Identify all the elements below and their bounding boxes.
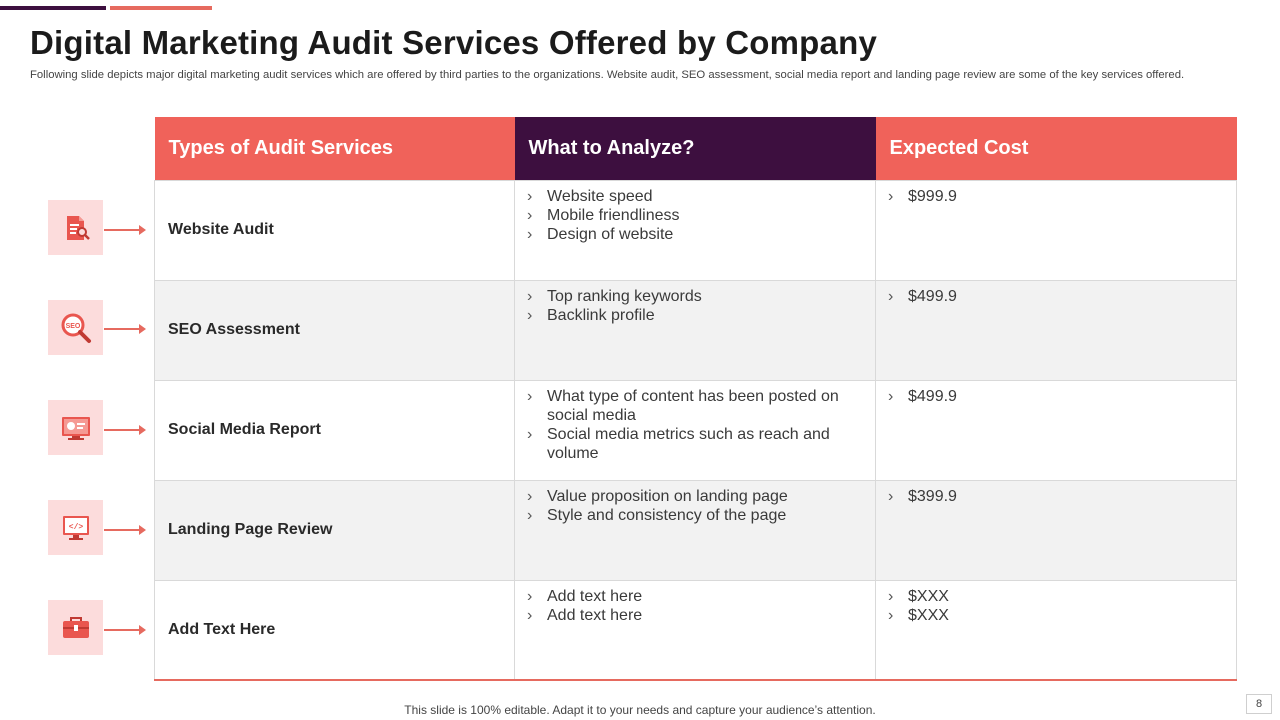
analyze-cell [515,480,876,580]
list-item: › Website speed [527,187,865,206]
cost-value: › $499.9 [888,287,1226,306]
cost-cell [876,580,1237,680]
service-name: Add Text Here [155,580,515,680]
page-number: 8 [1246,694,1272,714]
service-name: Landing Page Review [155,480,515,580]
service-name: SEO Assessment [155,280,515,380]
cost-value: › $XXX [888,587,1226,606]
cost-cell [876,380,1237,480]
cost-cell [876,280,1237,380]
list-item: › Top ranking keywords [527,287,865,306]
document-search-icon [48,200,103,255]
svg-text:SEO: SEO [65,322,80,330]
cost-value: › $499.9 [888,387,1226,406]
row-connector-arrow [104,429,144,431]
footer-note: This slide is 100% editable. Adapt it to your needs and capture your audience’s attention. [404,703,876,717]
audit-services-table [154,117,1237,681]
list-item: › Backlink profile [527,306,865,325]
table-row [155,180,1237,280]
cost-cell [876,480,1237,580]
accent-bar-dark [0,6,106,10]
table-row [155,380,1237,480]
header-types-of-audit-services: Types of Audit Services [155,117,515,180]
cost-value: › $999.9 [888,187,1226,206]
analyze-cell [515,380,876,480]
cost-value: › $XXX [888,606,1226,625]
accent-bar-red [110,6,212,10]
header-what-to-analyze: What to Analyze? [515,117,876,180]
list-item: › Add text here [527,587,865,606]
slide-subtitle: Following slide depicts major digital marketing audit services which are offered by third parties to the organizations. Website audit, SEO assessment, social media report and landing page review are some of the key services offered. [30,69,1185,81]
code-monitor-icon [48,500,103,555]
cost-value: › $399.9 [888,487,1226,506]
table-row [155,280,1237,380]
list-item: › Add text here [527,606,865,625]
seo-magnifier-icon [48,300,103,355]
list-item: › Style and consistency of the page [527,506,865,525]
list-item: › Value proposition on landing page [527,487,865,506]
slide-title: Digital Marketing Audit Services Offered by Company [30,24,877,61]
analyze-cell [515,280,876,380]
cost-cell [876,180,1237,280]
service-name: Website Audit [155,180,515,280]
row-connector-arrow [104,529,144,531]
table-row [155,480,1237,580]
service-name: Social Media Report [155,380,515,480]
row-connector-arrow [104,629,144,631]
list-item: › What type of content has been posted on social media [527,387,865,425]
list-item: › Design of website [527,225,865,244]
row-connector-arrow [104,229,144,231]
analyze-cell [515,180,876,280]
header-expected-cost: Expected Cost [876,117,1237,180]
row-connector-arrow [104,328,144,330]
table-row [155,580,1237,680]
briefcase-icon [48,600,103,655]
analyze-cell [515,580,876,680]
list-item: › Mobile friendliness [527,206,865,225]
list-item: › Social media metrics such as reach and volume [527,425,865,463]
table-header-row [155,117,1237,180]
svg-text:</>: </> [68,522,83,532]
social-media-screen-icon [48,400,103,455]
